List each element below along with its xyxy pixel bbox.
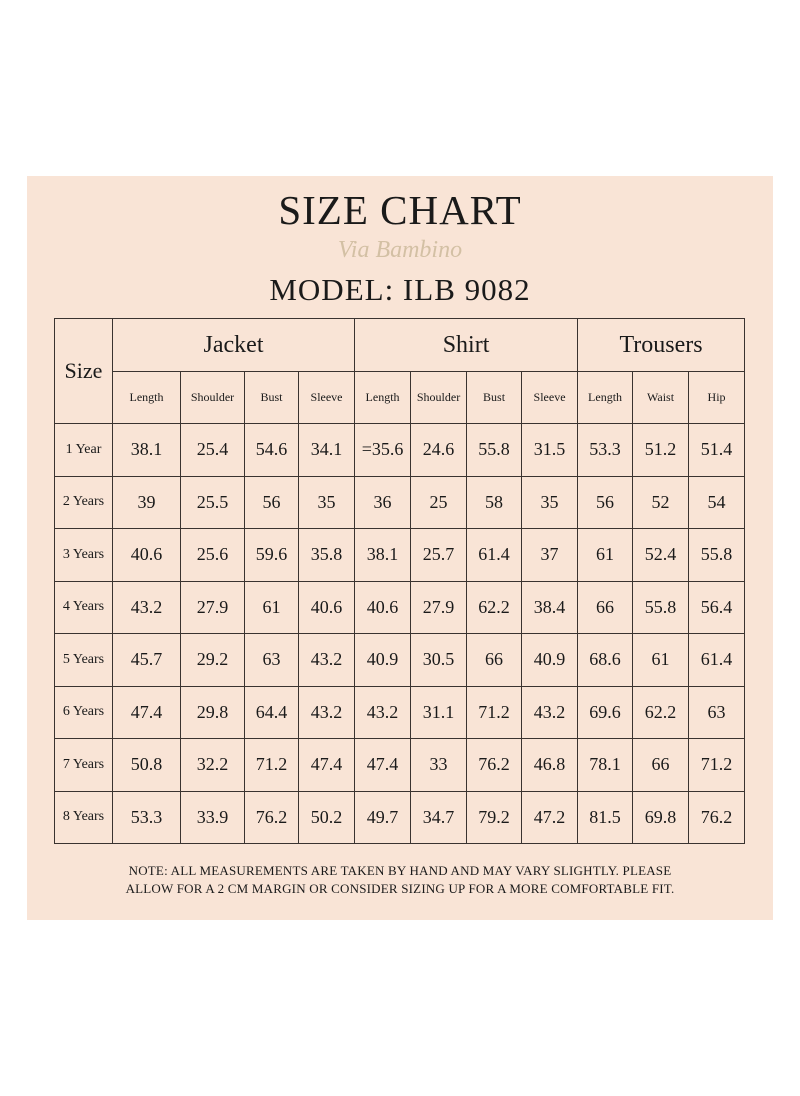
size-cell: 2 Years (55, 476, 113, 529)
measurement-cell: 35 (299, 476, 355, 529)
measurement-cell: 24.6 (411, 424, 467, 477)
group-header-trousers: Trousers (578, 319, 745, 372)
measurement-cell: 56.4 (689, 581, 745, 634)
table-row (55, 634, 745, 687)
measurement-cell: 47.4 (355, 739, 411, 792)
measurement-cell: 33.9 (181, 791, 245, 844)
size-cell: 5 Years (55, 634, 113, 687)
measurement-cell: 54 (689, 476, 745, 529)
column-header: Bust (467, 372, 522, 424)
size-table (54, 318, 745, 844)
measurement-cell: 71.2 (245, 739, 299, 792)
column-header: Hip (689, 372, 745, 424)
measurement-cell: =35.6 (355, 424, 411, 477)
table-body (55, 424, 745, 844)
measurement-cell: 69.8 (633, 791, 689, 844)
table-row (55, 739, 745, 792)
measurement-cell: 40.9 (355, 634, 411, 687)
measurement-cell: 76.2 (245, 791, 299, 844)
column-header: Sleeve (522, 372, 578, 424)
measurement-cell: 54.6 (245, 424, 299, 477)
brand-logo: Via Bambino (337, 237, 463, 263)
measurement-cell: 47.4 (113, 686, 181, 739)
measurement-note (27, 862, 773, 898)
measurement-cell: 29.2 (181, 634, 245, 687)
table-row (55, 791, 745, 844)
measurement-cell: 33 (411, 739, 467, 792)
measurement-cell: 71.2 (689, 739, 745, 792)
measurement-cell: 55.8 (689, 529, 745, 582)
measurement-cell: 43.2 (522, 686, 578, 739)
measurement-cell: 40.6 (113, 529, 181, 582)
size-chart-panel (27, 176, 773, 920)
measurement-cell: 47.2 (522, 791, 578, 844)
size-cell: 3 Years (55, 529, 113, 582)
measurement-cell: 63 (689, 686, 745, 739)
column-header: Length (355, 372, 411, 424)
measurement-cell: 55.8 (633, 581, 689, 634)
size-cell: 6 Years (55, 686, 113, 739)
measurement-cell: 59.6 (245, 529, 299, 582)
measurement-cell: 25.6 (181, 529, 245, 582)
measurement-cell: 27.9 (411, 581, 467, 634)
measurement-cell: 63 (245, 634, 299, 687)
measurement-cell: 25.5 (181, 476, 245, 529)
measurement-cell: 50.2 (299, 791, 355, 844)
table-row (55, 686, 745, 739)
chart-title: SIZE CHART (278, 187, 522, 233)
measurement-cell: 31.5 (522, 424, 578, 477)
column-header: Length (578, 372, 633, 424)
column-header: Waist (633, 372, 689, 424)
measurement-cell: 55.8 (467, 424, 522, 477)
measurement-cell: 49.7 (355, 791, 411, 844)
model-number: MODEL: ILB 9082 (269, 272, 531, 307)
measurement-cell: 79.2 (467, 791, 522, 844)
column-header: Shoulder (411, 372, 467, 424)
table-row (55, 476, 745, 529)
measurement-cell: 47.4 (299, 739, 355, 792)
measurement-cell: 61.4 (689, 634, 745, 687)
measurement-cell: 31.1 (411, 686, 467, 739)
measurement-cell: 76.2 (689, 791, 745, 844)
measurement-cell: 38.1 (113, 424, 181, 477)
measurement-cell: 27.9 (181, 581, 245, 634)
measurement-cell: 43.2 (299, 634, 355, 687)
measurement-cell: 32.2 (181, 739, 245, 792)
group-header-shirt: Shirt (355, 319, 578, 372)
column-header: Shoulder (181, 372, 245, 424)
measurement-cell: 30.5 (411, 634, 467, 687)
measurement-cell: 25 (411, 476, 467, 529)
measurement-cell: 51.2 (633, 424, 689, 477)
measurement-cell: 64.4 (245, 686, 299, 739)
measurement-cell: 38.1 (355, 529, 411, 582)
column-header: Bust (245, 372, 299, 424)
table-row (55, 529, 745, 582)
table-row (55, 581, 745, 634)
measurement-cell: 78.1 (578, 739, 633, 792)
measurement-cell: 56 (245, 476, 299, 529)
note-line: NOTE: ALL MEASUREMENTS ARE TAKEN BY HAND AND MAY VARY SLIGHTLY. PLEASE (128, 863, 672, 878)
measurement-cell: 36 (355, 476, 411, 529)
size-cell: 8 Years (55, 791, 113, 844)
size-cell: 4 Years (55, 581, 113, 634)
column-header: Sleeve (299, 372, 355, 424)
measurement-cell: 53.3 (113, 791, 181, 844)
note-line: ALLOW FOR A 2 CM MARGIN OR CONSIDER SIZING UP FOR A MORE COMFORTABLE FIT. (125, 881, 675, 896)
measurement-cell: 71.2 (467, 686, 522, 739)
measurement-cell: 45.7 (113, 634, 181, 687)
measurement-cell: 66 (467, 634, 522, 687)
measurement-cell: 61 (245, 581, 299, 634)
measurement-cell: 29.8 (181, 686, 245, 739)
measurement-cell: 58 (467, 476, 522, 529)
measurement-cell: 52 (633, 476, 689, 529)
measurement-cell: 52.4 (633, 529, 689, 582)
table-row (55, 424, 745, 477)
measurement-cell: 53.3 (578, 424, 633, 477)
measurement-cell: 40.6 (299, 581, 355, 634)
measurement-cell: 37 (522, 529, 578, 582)
measurement-cell: 43.2 (113, 581, 181, 634)
measurement-cell: 34.7 (411, 791, 467, 844)
group-header-jacket: Jacket (113, 319, 355, 372)
measurement-cell: 61 (633, 634, 689, 687)
column-header: Length (113, 372, 181, 424)
measurement-cell: 69.6 (578, 686, 633, 739)
measurement-cell: 40.6 (355, 581, 411, 634)
size-cell: 7 Years (55, 739, 113, 792)
measurement-cell: 62.2 (467, 581, 522, 634)
measurement-cell: 25.4 (181, 424, 245, 477)
measurement-cell: 68.6 (578, 634, 633, 687)
measurement-cell: 39 (113, 476, 181, 529)
size-cell: 1 Year (55, 424, 113, 477)
measurement-cell: 61 (578, 529, 633, 582)
measurement-cell: 61.4 (467, 529, 522, 582)
size-header: Size (55, 319, 113, 424)
measurement-cell: 56 (578, 476, 633, 529)
measurement-cell: 35.8 (299, 529, 355, 582)
measurement-cell: 81.5 (578, 791, 633, 844)
measurement-cell: 76.2 (467, 739, 522, 792)
measurement-cell: 66 (578, 581, 633, 634)
measurement-cell: 51.4 (689, 424, 745, 477)
measurement-cell: 62.2 (633, 686, 689, 739)
measurement-cell: 40.9 (522, 634, 578, 687)
measurement-cell: 35 (522, 476, 578, 529)
measurement-cell: 66 (633, 739, 689, 792)
measurement-cell: 25.7 (411, 529, 467, 582)
measurement-cell: 46.8 (522, 739, 578, 792)
measurement-cell: 43.2 (355, 686, 411, 739)
measurement-cell: 50.8 (113, 739, 181, 792)
measurement-cell: 34.1 (299, 424, 355, 477)
measurement-cell: 43.2 (299, 686, 355, 739)
measurement-cell: 38.4 (522, 581, 578, 634)
